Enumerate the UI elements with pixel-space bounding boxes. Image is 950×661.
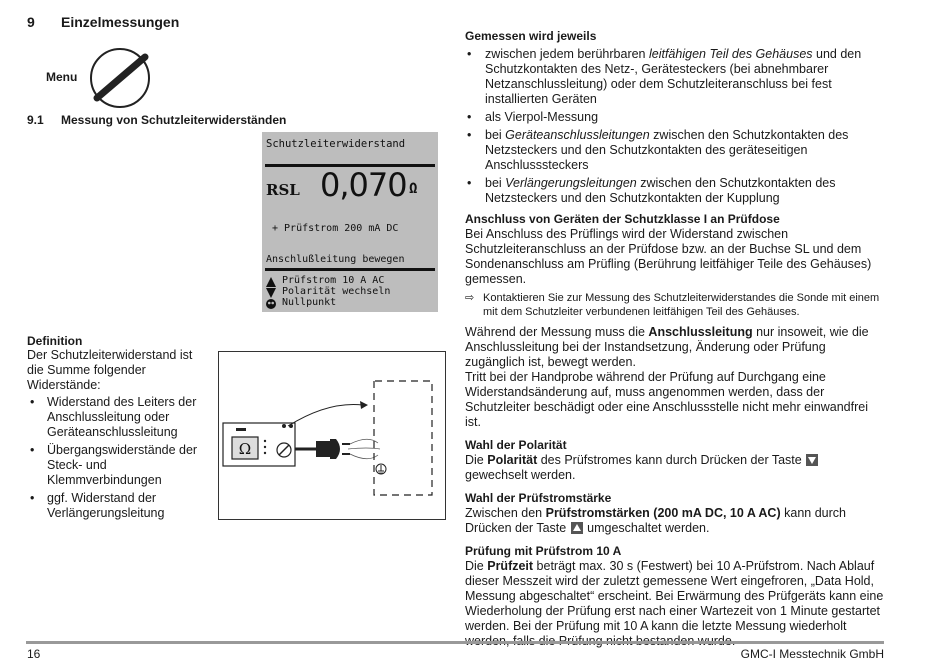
lcd-hint: Anschlußleitung bewegen	[266, 254, 405, 265]
current-key-icon	[571, 522, 583, 534]
lcd-current: + Prüfstrom 200 mA DC	[272, 223, 399, 234]
test10-heading: Prüfung mit Prüfstrom 10 A	[465, 544, 622, 558]
note-text: Kontaktieren Sie zur Messung des Schutzleiterwiderstandes die Sonde mit einem mit dem Schutzleiter verbundenen leitfähigen Teil des Gehäuses.	[483, 292, 880, 318]
zero-point-icon	[266, 299, 276, 309]
hand-test-text: Tritt bei der Handprobe während der Prüfung auf Durchgang eine Widerstandsänderung auf, muss angenommen werden, dass der Schutzleiter beschädigt oder eine Anschlussstelle nicht mehr einwandfrei ist.	[465, 370, 869, 429]
list-item: • zwischen jedem berührbaren leitfähigen Teil des Gehäuses und den Schutzkontakten des Netz-, Gerätesteckers (bei abnehmbarer Netzanschlussleitung) oder dem Schutzleiteranschluss bei fest installierten Geräten	[465, 47, 885, 107]
lcd-display	[262, 132, 438, 312]
connection-diagram	[218, 351, 446, 520]
list-item: • Widerstand des Leiters der Anschlussleitung oder Geräteanschlussleitung	[27, 395, 212, 440]
ohm-symbol: Ω	[238, 440, 252, 458]
polarity-text: Die Polarität des Prüfstromes kann durch Drücken der Taste gewechselt werden.	[465, 453, 885, 483]
list-item: • Übergangswiderstände der Steck- und Klemmverbindungen	[27, 443, 212, 488]
lcd-divider	[265, 268, 435, 271]
lcd-option: Polarität wechseln	[282, 286, 391, 297]
list-item: • als Vierpol-Messung	[465, 110, 885, 125]
test10-text: Die Prüfzeit beträgt max. 30 s (Festwert) bei 10 A-Prüfstrom. Nach Ablauf dieser Messzeit wird der zuletzt gemessene Wert eingefroren, „Data Hold, Messung abgeschaltet“ erscheint. Bei Erwärmung des Prüfgeräts kann eine Wiederholung der Prüfung erst nach einer Wartezeit von 1 Minute gestartet werden. Bei der Prüfung mit 10 A kann die letzte Messung wiederholt	[465, 559, 884, 633]
polarity-heading: Wahl der Polarität	[465, 438, 567, 452]
lcd-symbol: RSL	[266, 181, 300, 199]
triangle-down-icon	[266, 288, 276, 298]
measured-heading: Gemessen wird jeweils	[465, 29, 597, 43]
definition-heading: Definition	[27, 334, 83, 348]
lcd-title: Schutzleiterwiderstand	[266, 138, 406, 150]
lcd-value: 0,070	[320, 166, 407, 204]
menu-label: Menu	[46, 70, 78, 84]
arrow-icon: ⇨	[465, 292, 475, 304]
measured-list	[465, 47, 885, 206]
chapter-number: 9	[27, 14, 35, 30]
right-column	[465, 29, 885, 649]
during-text: Während der Messung muss die Anschlussleitung nur insoweit, wie die Anschlussleitung bei der Instandsetzung, Änderung oder Prüfung zugänglich ist, bewegt werden.	[465, 325, 869, 369]
lcd-option: Prüfstrom 10 A AC	[282, 275, 385, 286]
page-number: 16	[27, 647, 41, 661]
section-number: 9.1	[27, 113, 44, 127]
connection-heading: Anschluss von Geräten der Schutzklasse I an Prüfdose	[465, 212, 780, 226]
definition-text: Der Schutzleiterwiderstand ist die Summe folgender Widerstände:	[27, 348, 193, 392]
polarity-key-icon	[806, 454, 818, 466]
current-text: Zwischen den Prüfstromstärken (200 mA DC, 10 A AC) kann durch Drücken der Taste umgeschaltet werden.	[465, 506, 846, 535]
lcd-unit: Ω	[409, 181, 418, 197]
connection-text: Bei Anschluss des Prüflings wird der Widerstand zwischen Schutzleiteranschluss an der Prüfdose bzw. an der Buchse SL und dem Sondenanschluss am Prüfling (Berührung leitfähiger Teile des Gehäuses) gemessen.	[465, 227, 872, 286]
rotary-switch-icon	[88, 46, 152, 110]
note	[465, 291, 885, 319]
definition-list	[27, 395, 212, 524]
footer-divider	[26, 641, 884, 644]
chapter-title: Einzelmessungen	[61, 14, 180, 30]
list-item: • bei Geräteanschlussleitungen zwischen den Schutzkontakten des Netzsteckers und den Schutzkontakten des geräteseitigen Anschlusssteckers	[465, 128, 885, 173]
lcd-option: Nullpunkt	[282, 297, 337, 308]
publisher: GMC-I Messtechnik GmbH	[740, 647, 884, 661]
list-item: • bei Verlängerungsleitungen zwischen den Schutzkontakten des Netzsteckers und den Schutzkontakten der Kupplung	[465, 176, 885, 206]
list-item: • ggf. Widerstand der Verlängerungsleitung	[27, 491, 212, 521]
current-heading: Wahl der Prüfstromstärke	[465, 491, 612, 505]
section-title: Messung von Schutzleiterwiderständen	[61, 113, 287, 127]
triangle-up-icon	[266, 277, 276, 287]
